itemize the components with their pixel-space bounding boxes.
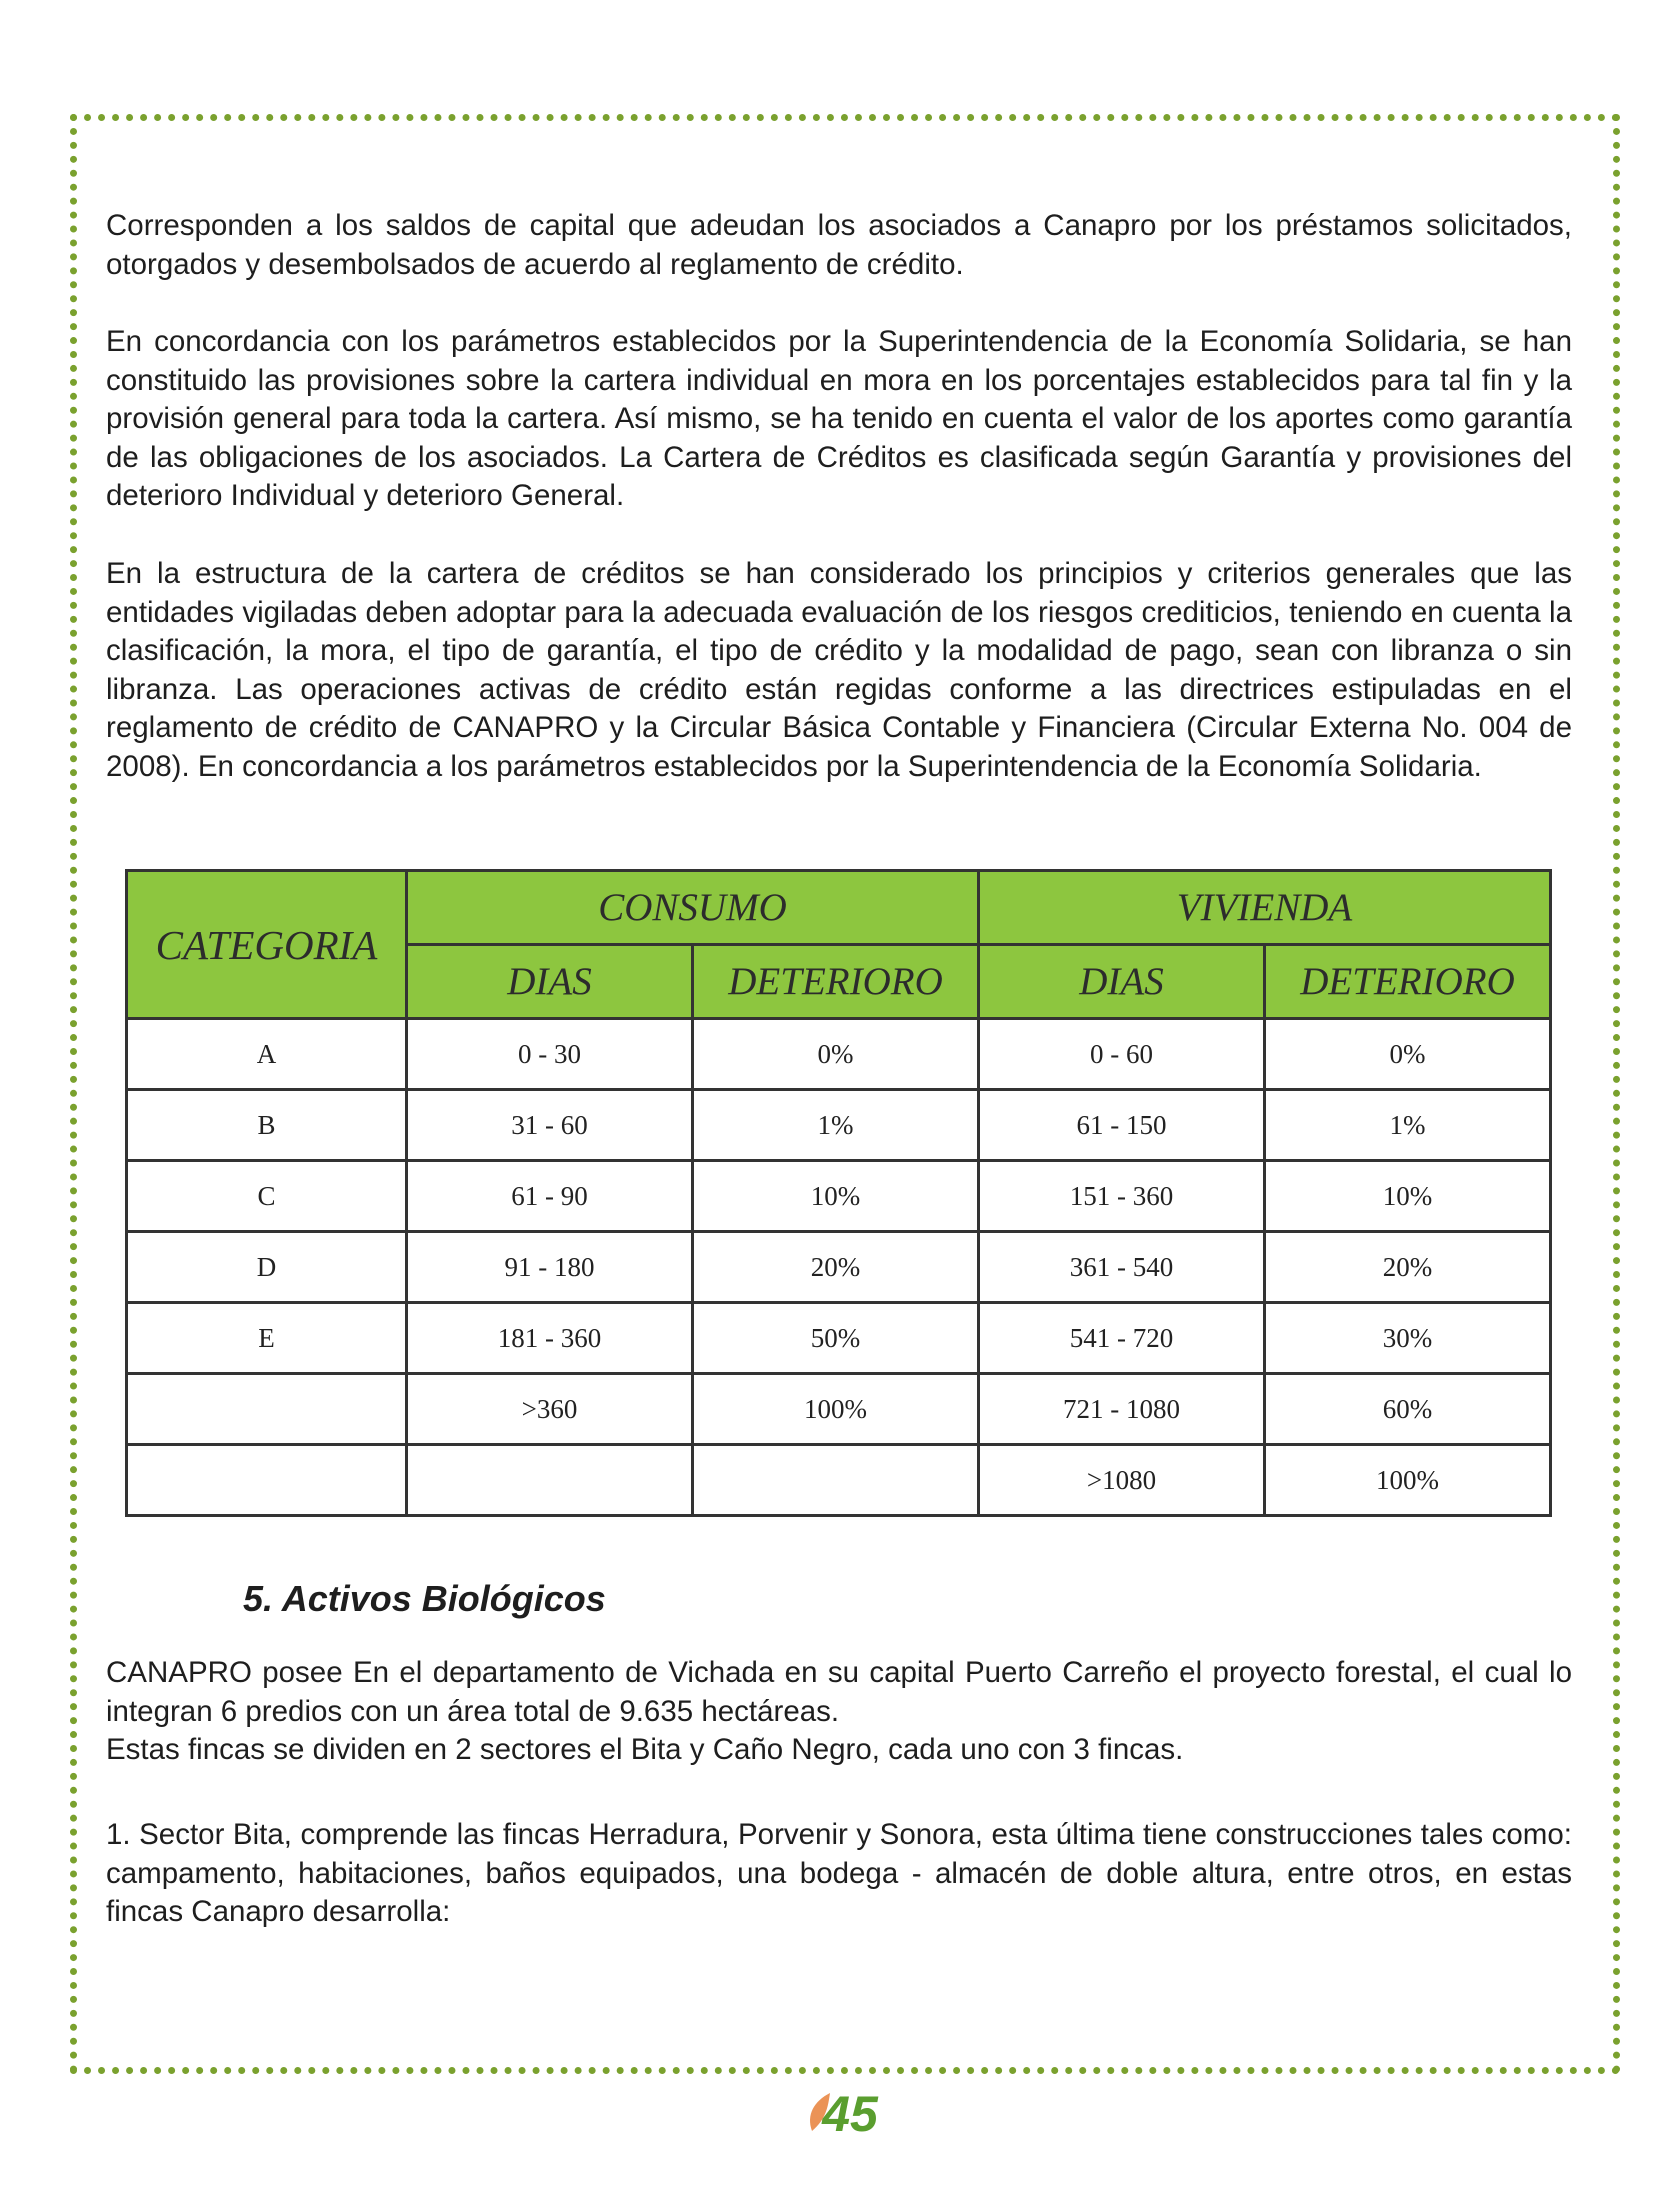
cell-vivienda-dias: 151 - 360 [979, 1161, 1265, 1232]
page-number: 45 [822, 2086, 878, 2142]
cell-consumo-deterioro: 50% [693, 1303, 979, 1374]
cell-consumo-deterioro: 0% [693, 1019, 979, 1090]
cell-vivienda-dias: 541 - 720 [979, 1303, 1265, 1374]
cell-consumo-dias: 181 - 360 [407, 1303, 693, 1374]
cell-vivienda-deterioro: 1% [1265, 1090, 1551, 1161]
cell-vivienda-deterioro: 0% [1265, 1019, 1551, 1090]
cell-consumo-dias [407, 1445, 693, 1516]
paragraph-cartera-definition: Corresponden a los saldos de capital que adeudan los asociados a Canapro por los préstamos solicitados, otorgados y desembolsados de acuerdo al reglamento de crédito. [106, 209, 1572, 281]
deterioro-table-container [125, 869, 1552, 1517]
header-vivienda-deterioro: DETERIORO [1265, 945, 1551, 1019]
cell-categoria: D [127, 1232, 407, 1303]
cell-vivienda-deterioro: 20% [1265, 1232, 1551, 1303]
cell-consumo-dias: 0 - 30 [407, 1019, 693, 1090]
deterioro-table [125, 869, 1552, 1517]
cell-consumo-dias: 61 - 90 [407, 1161, 693, 1232]
cell-vivienda-deterioro: 10% [1265, 1161, 1551, 1232]
paragraph-sector-bita: 1. Sector Bita, comprende las fincas Herradura, Porvenir y Sonora, esta última tiene construcciones tales como: campamento, habitaciones, baños equipados, una bodega - almacén de doble altura, entre otros, en estas fincas Canapro desarrolla: [106, 1818, 1572, 1928]
page-number-badge [792, 2075, 902, 2145]
cell-categoria: C [127, 1161, 407, 1232]
header-vivienda: VIVIENDA [979, 871, 1551, 945]
table-row [127, 1303, 1551, 1374]
cell-vivienda-deterioro: 30% [1265, 1303, 1551, 1374]
header-consumo-dias: DIAS [407, 945, 693, 1019]
table-row [127, 1161, 1551, 1232]
cell-vivienda-dias: 61 - 150 [979, 1090, 1265, 1161]
cell-vivienda-dias: 721 - 1080 [979, 1374, 1265, 1445]
cell-vivienda-dias: >1080 [979, 1445, 1265, 1516]
cell-vivienda-dias: 0 - 60 [979, 1019, 1265, 1090]
cell-consumo-deterioro: 100% [693, 1374, 979, 1445]
cell-consumo-deterioro [693, 1445, 979, 1516]
section-title: 5. Activos Biológicos [243, 1578, 606, 1619]
header-vivienda-dias: DIAS [979, 945, 1265, 1019]
cell-categoria: E [127, 1303, 407, 1374]
paragraph-estructura-cartera: En la estructura de la cartera de créditos se han considerado los principios y criterios generales que las entidades vigiladas deben adoptar para la adecuada evaluación de los riesgos crediticios, teniendo en cuenta la clasificación, la mora, el tipo de garantía, el tipo de crédito y la modalidad de pago, sean con libranza o sin libranza. Las operaciones activas de crédito están regidas conforme a las directrices estipuladas en el reglamento de crédito de CANAPRO y la Circular Básica Contable y Financiera (Circular Externa No. 004 de 2008). En concordancia a los parámetros establecidos por la Superintendencia de la Economía Solidaria. [106, 557, 1572, 783]
header-consumo: CONSUMO [407, 871, 979, 945]
table-row [127, 1019, 1551, 1090]
cell-categoria: B [127, 1090, 407, 1161]
cell-consumo-deterioro: 10% [693, 1161, 979, 1232]
table-row [127, 1232, 1551, 1303]
paragraph-line: Estas fincas se dividen en 2 sectores el Bita y Caño Negro, cada uno con 3 fincas. [106, 1733, 1184, 1766]
table-row [127, 1090, 1551, 1161]
table-row [127, 1374, 1551, 1445]
cell-categoria: A [127, 1019, 407, 1090]
table-row [127, 1445, 1551, 1516]
header-consumo-deterioro: DETERIORO [693, 945, 979, 1019]
header-categoria: CATEGORIA [127, 871, 407, 1019]
cell-vivienda-deterioro: 60% [1265, 1374, 1551, 1445]
cell-consumo-deterioro: 20% [693, 1232, 979, 1303]
cell-consumo-deterioro: 1% [693, 1090, 979, 1161]
cell-categoria [127, 1374, 407, 1445]
cell-vivienda-dias: 361 - 540 [979, 1232, 1265, 1303]
paragraph-provisiones: En concordancia con los parámetros establecidos por la Superintendencia de la Economía Solidaria, se han constituido las provisiones sobre la cartera individual en mora en los porcentajes establecidos para tal fin y la provisión general para toda la cartera. Así mismo, se ha tenido en cuenta el valor de los aportes como garantía de las obligaciones de los asociados. La Cartera de Créditos es clasificada según Garantía y provisiones del deterioro Individual y deterioro General. [106, 325, 1572, 512]
paragraph-canapro-vichada [106, 1654, 1572, 1770]
cell-categoria [127, 1445, 407, 1516]
cell-vivienda-deterioro: 100% [1265, 1445, 1551, 1516]
cell-consumo-dias: 91 - 180 [407, 1232, 693, 1303]
paragraph-line: CANAPRO posee En el departamento de Vichada en su capital Puerto Carreño el proyecto forestal, el cual lo integran 6 predios con un área total de 9.635 hectáreas. [106, 1656, 1572, 1728]
cell-consumo-dias: >360 [407, 1374, 693, 1445]
cell-consumo-dias: 31 - 60 [407, 1090, 693, 1161]
